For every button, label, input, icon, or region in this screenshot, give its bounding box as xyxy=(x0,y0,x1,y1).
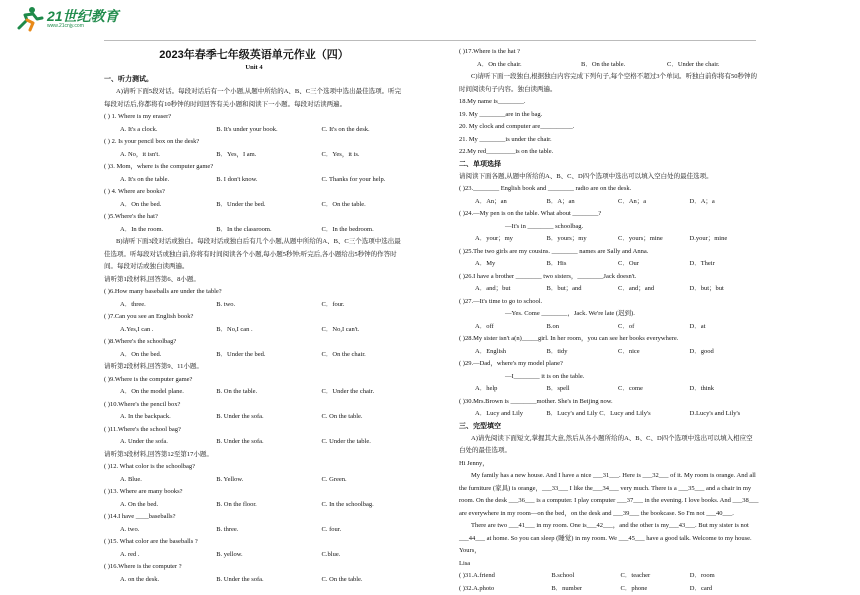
passage-3-label: 请听第3段材料,回答第12至第17小题。 xyxy=(104,449,404,462)
answer-option: A. On the bed. xyxy=(120,499,216,512)
question-stem: ( )29.—Dad，where's my model plane? xyxy=(459,358,759,371)
cloze-option-row xyxy=(459,570,759,583)
fill-in-line: 22.My red_________is on the table. xyxy=(459,146,759,159)
answer-option: D．good xyxy=(690,346,760,359)
answer-options xyxy=(459,258,759,271)
answer-option: A．English xyxy=(475,346,547,359)
answer-options xyxy=(104,174,404,187)
answer-option: C. Thanks for your help. xyxy=(322,174,404,187)
answer-options xyxy=(459,408,759,421)
cloze-greeting: Hi Jenny， xyxy=(459,458,759,471)
question-stem: ( ) 1. Where is my eraser? xyxy=(104,111,404,124)
answer-option: C．and；and xyxy=(618,283,690,296)
answer-option: B．yours；my xyxy=(547,233,619,246)
answer-option: D．but；but xyxy=(690,283,760,296)
question-stem: ( )14.I have ____baseballs? xyxy=(104,511,404,524)
answer-option: B．tidy xyxy=(547,346,619,359)
listening-part-a xyxy=(104,111,404,236)
answer-option: B．Lucy's and Lily C．Lucy and Lily's xyxy=(546,408,618,421)
answer-options xyxy=(459,283,759,296)
site-logo xyxy=(15,6,119,32)
answer-option: D．A；a xyxy=(690,196,760,209)
answer-option: A. red . xyxy=(120,549,216,562)
listening-intro-a: A)请听下面5段对话。每段对话后有一个小题,从题中所给的A、B、C三个选项中选出最佳选项。听完每段对话后,你都将有10秒钟的时间回答有关小题和阅读下一小题。每段对话读两遍。 xyxy=(104,86,404,111)
answer-options xyxy=(104,499,404,512)
unit-label: Unit 4 xyxy=(104,62,404,74)
answer-option: B．In the classroom. xyxy=(216,224,321,237)
answer-option: B. yellow. xyxy=(216,549,321,562)
answer-options xyxy=(459,233,759,246)
answer-option: A．off xyxy=(475,321,547,334)
answer-option: B. two. xyxy=(216,299,321,312)
answer-option: A．An；an xyxy=(475,196,547,209)
question-stem: ( )23.________ English book and ________ radio are on the desk. xyxy=(459,183,759,196)
answer-option: B. On the table. xyxy=(216,386,321,399)
answer-option: B．On the table. xyxy=(581,59,667,72)
answer-option: C. Under the table. xyxy=(322,436,404,449)
answer-options xyxy=(104,386,404,399)
answer-option: D.your；mine xyxy=(690,233,760,246)
answer-option: B.on xyxy=(547,321,619,334)
answer-option: C. It's on the desk. xyxy=(322,124,404,137)
answer-option: C．On the chair. xyxy=(322,349,404,362)
listening-intro-b: B)请听下面3段对话或独白。每段对话或独白后有几个小题,从题中所给的A、B、C三个选项中选出最佳选项。听每段对话或独白前,你将有时间阅读各个小题,每小题5秒钟;听完后,各小题给出5秒钟的作答时间。每段对话或独白读两遍。 xyxy=(104,236,404,274)
answer-option: A. Under the sofa. xyxy=(120,436,216,449)
cloze-intro: A)请先阅读下面短文,掌握其大意,然后从各小题所给的A、B、C、D四个选项中选出可以填入相应空白处的最佳选项。 xyxy=(459,433,759,458)
answer-options xyxy=(104,124,404,137)
answer-option: C．An；a xyxy=(618,196,690,209)
answer-option: A．your；my xyxy=(475,233,547,246)
question-stem: ( )13. Where are many books? xyxy=(104,486,404,499)
question-stem: ( )28.My sister isn't a(n)_____girl. In her room，you can see her books everywhere. xyxy=(459,333,759,346)
answer-option: C．nice xyxy=(618,346,690,359)
question-stem: ( )24.—My pen is on the table. What about ________? xyxy=(459,208,759,221)
answer-option: C．Under the chair. xyxy=(322,386,404,399)
answer-option: D.Lucy's and Lily's xyxy=(690,408,759,421)
answer-option: D．at xyxy=(690,321,760,334)
answer-options xyxy=(104,199,404,212)
answer-options xyxy=(459,383,759,396)
answer-options xyxy=(104,574,404,587)
answer-options xyxy=(104,224,404,237)
answer-option: B．His xyxy=(547,258,619,271)
answer-option: B．Under the bed. xyxy=(216,199,321,212)
single-choice-list xyxy=(459,183,759,421)
answer-option: C. In the schoolbag. xyxy=(322,499,404,512)
logo-url: www.21cnjy.com xyxy=(47,24,119,29)
question-stem: ( )30.Mrs.Brown is ________mother. She's in Beijing now. xyxy=(459,396,759,409)
cloze-paragraph-2: There are two ___41___ in my room. One is___42___，and the other is my___43___. But my sister is not ___44___ at home. So you can sleep (睡觉) in my room. We ___45___ have a good talk. Welcome to my house. xyxy=(459,520,759,545)
question-stem: ( )3. Mom，where is the computer game? xyxy=(104,161,404,174)
answer-option: B．No,I can . xyxy=(216,324,321,337)
answer-option: C．yours；mine xyxy=(618,233,690,246)
answer-options xyxy=(104,349,404,362)
question-stem: ( )6.How many baseballs are under the table? xyxy=(104,286,404,299)
fill-in-list xyxy=(459,96,759,159)
answer-option: C．phone xyxy=(621,583,690,595)
fill-in-line: 20. My clock and computer are__________. xyxy=(459,121,759,134)
answer-option: A. Blue. xyxy=(120,474,216,487)
answer-option: D．card xyxy=(690,583,759,595)
cloze-paragraph-1: My family has a new house. And I have a nice ___31___. Here is ___32___ of it. My room is orange. And all the furniture (家具) is orange，___33___ I like the___34___ very much. There is a ___35___ and a chair in my room. On the desk ___36___ is a computer. I play computer ___37___ in the evening. I love books. And ___38___ are everywhere in my room—on the bed，on the desk and ___39___ the bookcase. So I'm not ___40___. xyxy=(459,470,759,520)
question-stem: ( )32.A.photo xyxy=(459,583,551,595)
fill-in-line: 18.My name is________. xyxy=(459,96,759,109)
question-stem: ( )25.The two girls are my cousins. ________ names are Sally and Anna. xyxy=(459,246,759,259)
answer-option: C．come xyxy=(618,383,690,396)
question-stem: ( )17.Where is the hat ? xyxy=(459,46,759,59)
answer-option: B. It's under your book. xyxy=(216,124,321,137)
answer-option: A．On the chair. xyxy=(477,59,581,72)
cloze-options-list xyxy=(459,570,759,595)
answer-option: C．Under the chair. xyxy=(667,59,757,72)
answer-option: C．No,I can't. xyxy=(322,324,404,337)
answer-option: C．teacher xyxy=(621,570,690,583)
answer-option: C．Our xyxy=(618,258,690,271)
answer-option: B．but；and xyxy=(547,283,619,296)
question-subline: —It's in ________ schoolbag. xyxy=(459,221,759,234)
answer-option: C．In the bedroom. xyxy=(322,224,404,237)
answer-option: A. two. xyxy=(120,524,216,537)
question-stem: ( )7.Can you see an English book? xyxy=(104,311,404,324)
answer-option: A. No，it isn't. xyxy=(120,149,216,162)
answer-option: D．room xyxy=(690,570,759,583)
question-stem: ( )8.Where's the schoolbag? xyxy=(104,336,404,349)
answer-option xyxy=(618,408,689,421)
question-stem: ( )15. What color are the baseballs ? xyxy=(104,536,404,549)
question-stem: ( ) 2. Is your pencil box on the desk? xyxy=(104,136,404,149)
answer-options xyxy=(459,196,759,209)
answer-option: A. It's a clock. xyxy=(120,124,216,137)
page-title: 2023年春季七年级英语单元作业（四） xyxy=(104,48,404,62)
answer-options xyxy=(104,436,404,449)
answer-option: C. Green. xyxy=(322,474,404,487)
answer-option: B. On the floor. xyxy=(216,499,321,512)
listening-intro-c: C)请听下面一段独白,根据独白内容完成下列句子,每个空格不超过3个单词。听独白前你将有50秒钟的时间阅读句子内容。独白读两遍。 xyxy=(459,71,759,96)
runner-logo-icon xyxy=(15,6,45,32)
answer-option: A．In the room. xyxy=(120,224,216,237)
answer-option: D．Their xyxy=(690,258,760,271)
answer-options xyxy=(104,411,404,424)
passage-2-label: 请听第2段材料,回答第9、11小题。 xyxy=(104,361,404,374)
answer-option: B. Under the sofa. xyxy=(216,436,321,449)
answer-option: B．A；an xyxy=(547,196,619,209)
question-stem: ( )27.—It's time to go to school. xyxy=(459,296,759,309)
answer-option: B．Under the bed. xyxy=(216,349,321,362)
answer-option: C. On the table. xyxy=(322,574,404,587)
answer-options xyxy=(104,524,404,537)
answer-options xyxy=(459,59,759,72)
answer-option: B.school xyxy=(551,570,620,583)
cloze-option-row xyxy=(459,583,759,595)
answer-option: A．On the model plane. xyxy=(120,386,216,399)
answer-option: C．of xyxy=(618,321,690,334)
question-stem: ( )31.A.friend xyxy=(459,570,551,583)
answer-option: A. It's on the table. xyxy=(120,174,216,187)
single-choice-intro: 请阅读下面各题,从题中所给的A、B、C、D四个选项中选出可以填入空白处的最佳选项。 xyxy=(459,171,759,184)
question-stem: ( )16.Where is the computer ? xyxy=(104,561,404,574)
answer-option: C．four. xyxy=(322,299,404,312)
answer-option: B. Yellow. xyxy=(216,474,321,487)
answer-option: A．and；but xyxy=(475,283,547,296)
answer-option: A．On the bed. xyxy=(120,199,216,212)
section-single-choice-heading: 二、单项选择 xyxy=(459,159,759,171)
answer-option: C. On the table. xyxy=(322,411,404,424)
answer-option: A. on the desk. xyxy=(120,574,216,587)
listening-passage-3 xyxy=(104,461,404,586)
fill-in-line: 19. My ________are in the bag. xyxy=(459,109,759,122)
answer-option: B. I don't know. xyxy=(216,174,321,187)
question-stem: ( )11.Where's the school bag? xyxy=(104,424,404,437)
logo-text: 21世纪教育 xyxy=(47,9,119,23)
answer-option: B．Yes，I am. xyxy=(216,149,321,162)
answer-option: C．Yes，it is. xyxy=(322,149,404,162)
answer-options xyxy=(104,299,404,312)
answer-options xyxy=(104,324,404,337)
answer-options xyxy=(104,149,404,162)
answer-option: A. In the backpack. xyxy=(120,411,216,424)
answer-option: A．help xyxy=(475,383,547,396)
answer-option: B．number xyxy=(551,583,620,595)
answer-option: B．spell xyxy=(547,383,619,396)
answer-option: D．think xyxy=(690,383,760,396)
left-column xyxy=(104,46,404,586)
question-stem: ( )10.Where's the pencil box? xyxy=(104,399,404,412)
section-cloze-heading: 三、完型填空 xyxy=(459,421,759,433)
question-stem: ( )5.Where's the hat? xyxy=(104,211,404,224)
question-stem: ( )9.Where is the computer game? xyxy=(104,374,404,387)
answer-options xyxy=(104,474,404,487)
question-stem: ( ) 4. Where are books? xyxy=(104,186,404,199)
answer-option: C. four. xyxy=(322,524,404,537)
answer-options xyxy=(459,321,759,334)
answer-option: A．On the bed. xyxy=(120,349,216,362)
fill-in-line: 21. My ________is under the chair. xyxy=(459,134,759,147)
answer-option: C．On the table. xyxy=(322,199,404,212)
passage-1-label: 请听第1段材料,回答第6、8小题。 xyxy=(104,274,404,287)
question-subline: —I________ it is on the table. xyxy=(459,371,759,384)
answer-options xyxy=(459,346,759,359)
answer-option: A．Lucy and Lily xyxy=(475,408,546,421)
right-column xyxy=(459,46,759,595)
cloze-sign-off: Yours， xyxy=(459,545,759,558)
answer-option: B. three. xyxy=(216,524,321,537)
question-17 xyxy=(459,46,759,71)
answer-options xyxy=(104,549,404,562)
answer-option: A．My xyxy=(475,258,547,271)
answer-option: C.blue. xyxy=(322,549,404,562)
question-subline: —Yes. Come ________，Jack. We're late (迟到). xyxy=(459,308,759,321)
answer-option: A．three. xyxy=(120,299,216,312)
header-rule xyxy=(104,40,756,41)
answer-option: B. Under the sofa. xyxy=(216,574,321,587)
listening-passage-1 xyxy=(104,286,404,361)
answer-option: A.Yes,I can . xyxy=(120,324,216,337)
listening-passage-2 xyxy=(104,374,404,449)
section-listening-heading: 一、听力测试。 xyxy=(104,74,404,86)
cloze-signature: Lisa xyxy=(459,558,759,571)
answer-option: B. Under the sofa. xyxy=(216,411,321,424)
question-stem: ( )26.I have a brother ________ two sisters，________Jack doesn't. xyxy=(459,271,759,284)
question-stem: ( )12. What color is the schoolbag? xyxy=(104,461,404,474)
